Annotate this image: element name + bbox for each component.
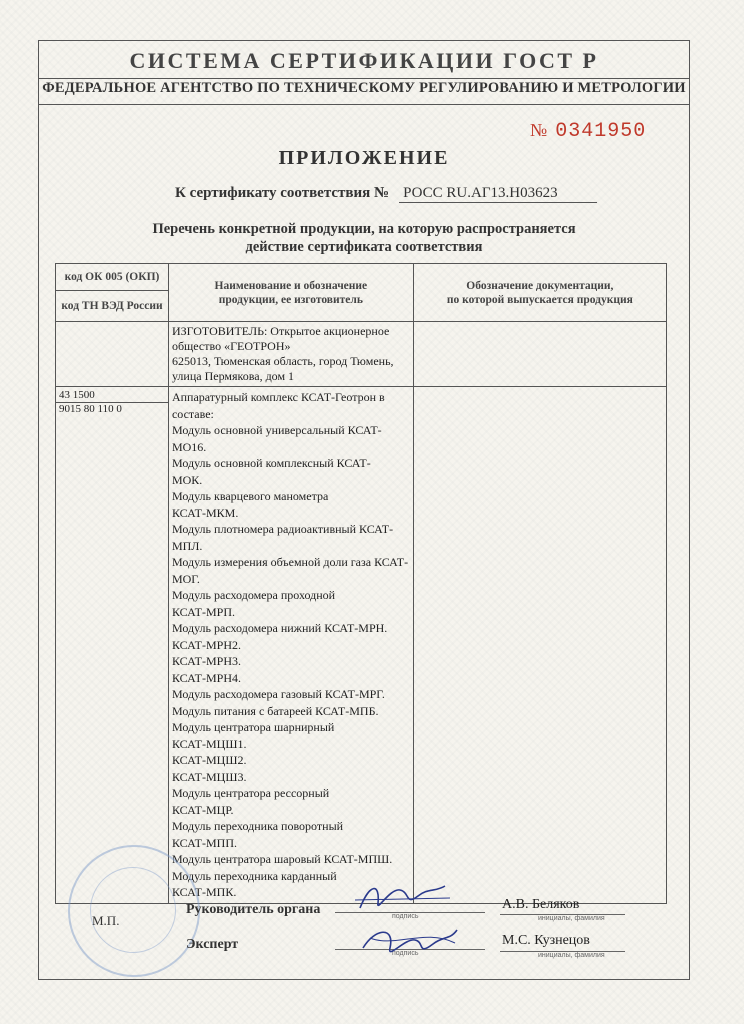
head-name: А.В. Беляков bbox=[502, 897, 580, 912]
header-tnved: код ТН ВЭД России bbox=[56, 291, 169, 322]
head-label: Руководитель органа bbox=[186, 902, 321, 917]
empty-docs-cell bbox=[413, 322, 666, 387]
product-item-line: Модуль основной универсальный КСАТ- bbox=[171, 423, 382, 437]
head-name-caption: инициалы, фамилия bbox=[538, 915, 605, 922]
product-table bbox=[55, 263, 667, 904]
product-item-line: Модуль центратора шаровый КСАТ-МПШ. bbox=[171, 852, 393, 866]
round-certification-stamp-icon bbox=[68, 845, 200, 977]
manufacturer-line: улица Пермякова, дом 1 bbox=[171, 369, 295, 383]
header-docs-line: по которой выпускается продукция bbox=[446, 293, 633, 306]
certificate-label: К сертификату соответствия № bbox=[175, 185, 390, 201]
product-item-line: составе: bbox=[171, 406, 214, 421]
product-item-line: КСАТ-МКМ. bbox=[171, 505, 239, 520]
form-number bbox=[530, 120, 646, 143]
header-okp: код ОК 005 (ОКП) bbox=[56, 264, 169, 291]
product-item-line: КСАТ-МЦШ1. bbox=[171, 736, 247, 751]
form-number-value: 0341950 bbox=[555, 120, 647, 143]
manufacturer-line: 625013, Тюменская область, город Тюмень, bbox=[171, 354, 394, 368]
header-name-line: Наименование и обозначение bbox=[214, 279, 368, 292]
header-name bbox=[168, 264, 413, 322]
product-docs-cell bbox=[413, 387, 666, 904]
product-item-line: КСАТ-МЦШ2. bbox=[171, 753, 247, 767]
table-row-product bbox=[56, 387, 667, 904]
manufacturer-line: общество «ГЕОТРОН» bbox=[171, 339, 291, 353]
head-signature-caption: подпись bbox=[392, 913, 419, 920]
product-item-line: Модуль основной комплексный КСАТ- bbox=[171, 456, 371, 470]
expert-name-caption: инициалы, фамилия bbox=[538, 952, 605, 959]
product-item-line: Модуль центратора шарнирный bbox=[171, 720, 335, 734]
product-item-line: КСАТ-МРП. bbox=[171, 604, 236, 619]
product-item-line: Модуль измерения объемной доли газа КСАТ- bbox=[171, 555, 409, 569]
table-header-row bbox=[56, 264, 667, 291]
product-items-cell bbox=[168, 387, 413, 904]
certificate-reference bbox=[175, 185, 597, 203]
stamp-place-label: М.П. bbox=[92, 913, 120, 928]
product-item-line: КСАТ-МЦШ3. bbox=[171, 769, 247, 784]
product-item-line: Модуль переходника поворотный bbox=[171, 819, 344, 833]
list-title-line: Перечень конкретной продукции, на которую распространяется bbox=[152, 221, 576, 237]
expert-label: Эксперт bbox=[186, 937, 239, 952]
product-item-line: Модуль переходника карданный bbox=[171, 868, 337, 883]
header-name-line: продукции, ее изготовитель bbox=[218, 293, 363, 306]
table-row-manufacturer bbox=[56, 322, 667, 387]
product-item-line: Модуль расходомера проходной bbox=[171, 588, 336, 602]
product-item-line: Модуль питания с батареей КСАТ-МПБ. bbox=[171, 703, 379, 718]
product-item-line: Модуль плотномера радиоактивный КСАТ- bbox=[171, 522, 394, 536]
product-item-line: МОГ. bbox=[171, 571, 200, 586]
manufacturer-cell bbox=[168, 322, 413, 387]
product-item-line: КСАТ-МЦР. bbox=[171, 802, 234, 817]
handwritten-signature-icon bbox=[355, 918, 465, 963]
header-docs bbox=[413, 264, 666, 322]
product-item-line: Модуль центратора рессорный bbox=[171, 786, 330, 800]
certificate-value: РОСС RU.АГ13.Н03623 bbox=[399, 185, 597, 203]
form-number-prefix: № bbox=[530, 120, 548, 140]
product-item-line: КСАТ-МПК. bbox=[171, 885, 237, 899]
product-item-line: Модуль расходомера газовый КСАТ-МРГ. bbox=[171, 687, 385, 701]
product-item-line: МОК. bbox=[171, 472, 203, 487]
expert-signature-caption: подпись bbox=[392, 950, 419, 957]
product-item-line: Модуль кварцевого манометра bbox=[171, 489, 329, 503]
manufacturer-line: ИЗГОТОВИТЕЛЬ: Открытое акционерное bbox=[171, 324, 390, 338]
appendix-title: ПРИЛОЖЕНИЕ bbox=[278, 147, 450, 169]
okp-code: 43 1500 bbox=[56, 389, 168, 403]
product-item-line: КСАТ-МПП. bbox=[171, 835, 238, 850]
handwritten-signature-icon bbox=[350, 878, 460, 918]
header-divider-bottom bbox=[38, 104, 690, 105]
product-item-line: МО16. bbox=[171, 439, 207, 454]
agency-title: ФЕДЕРАЛЬНОЕ АГЕНТСТВО ПО ТЕХНИЧЕСКОМУ РЕГУЛИРОВАНИЮ И МЕТРОЛОГИИ bbox=[42, 80, 686, 96]
header-divider-top bbox=[38, 78, 690, 79]
empty-code-cell bbox=[56, 322, 169, 387]
list-title bbox=[38, 220, 690, 256]
product-item-line: МПЛ. bbox=[171, 538, 203, 553]
product-item-line: КСАТ-МРН2. bbox=[171, 637, 242, 652]
system-title: СИСТЕМА СЕРТИФИКАЦИИ ГОСТ Р bbox=[129, 48, 599, 73]
tnved-code: 9015 80 110 0 bbox=[59, 403, 122, 415]
expert-name: М.С. Кузнецов bbox=[502, 933, 590, 948]
header-docs-line: Обозначение документации, bbox=[466, 279, 614, 292]
product-codes-cell bbox=[56, 387, 169, 904]
list-title-line: действие сертификата соответствия bbox=[245, 239, 483, 255]
product-item-line: Аппаратурный комплекс КСАТ-Геотрон в bbox=[171, 390, 385, 404]
product-item-line: Модуль расходомера нижний КСАТ-МРН. bbox=[171, 621, 388, 635]
product-item-line: КСАТ-МРН3. bbox=[171, 654, 242, 668]
product-item-line: КСАТ-МРН4. bbox=[171, 670, 242, 685]
